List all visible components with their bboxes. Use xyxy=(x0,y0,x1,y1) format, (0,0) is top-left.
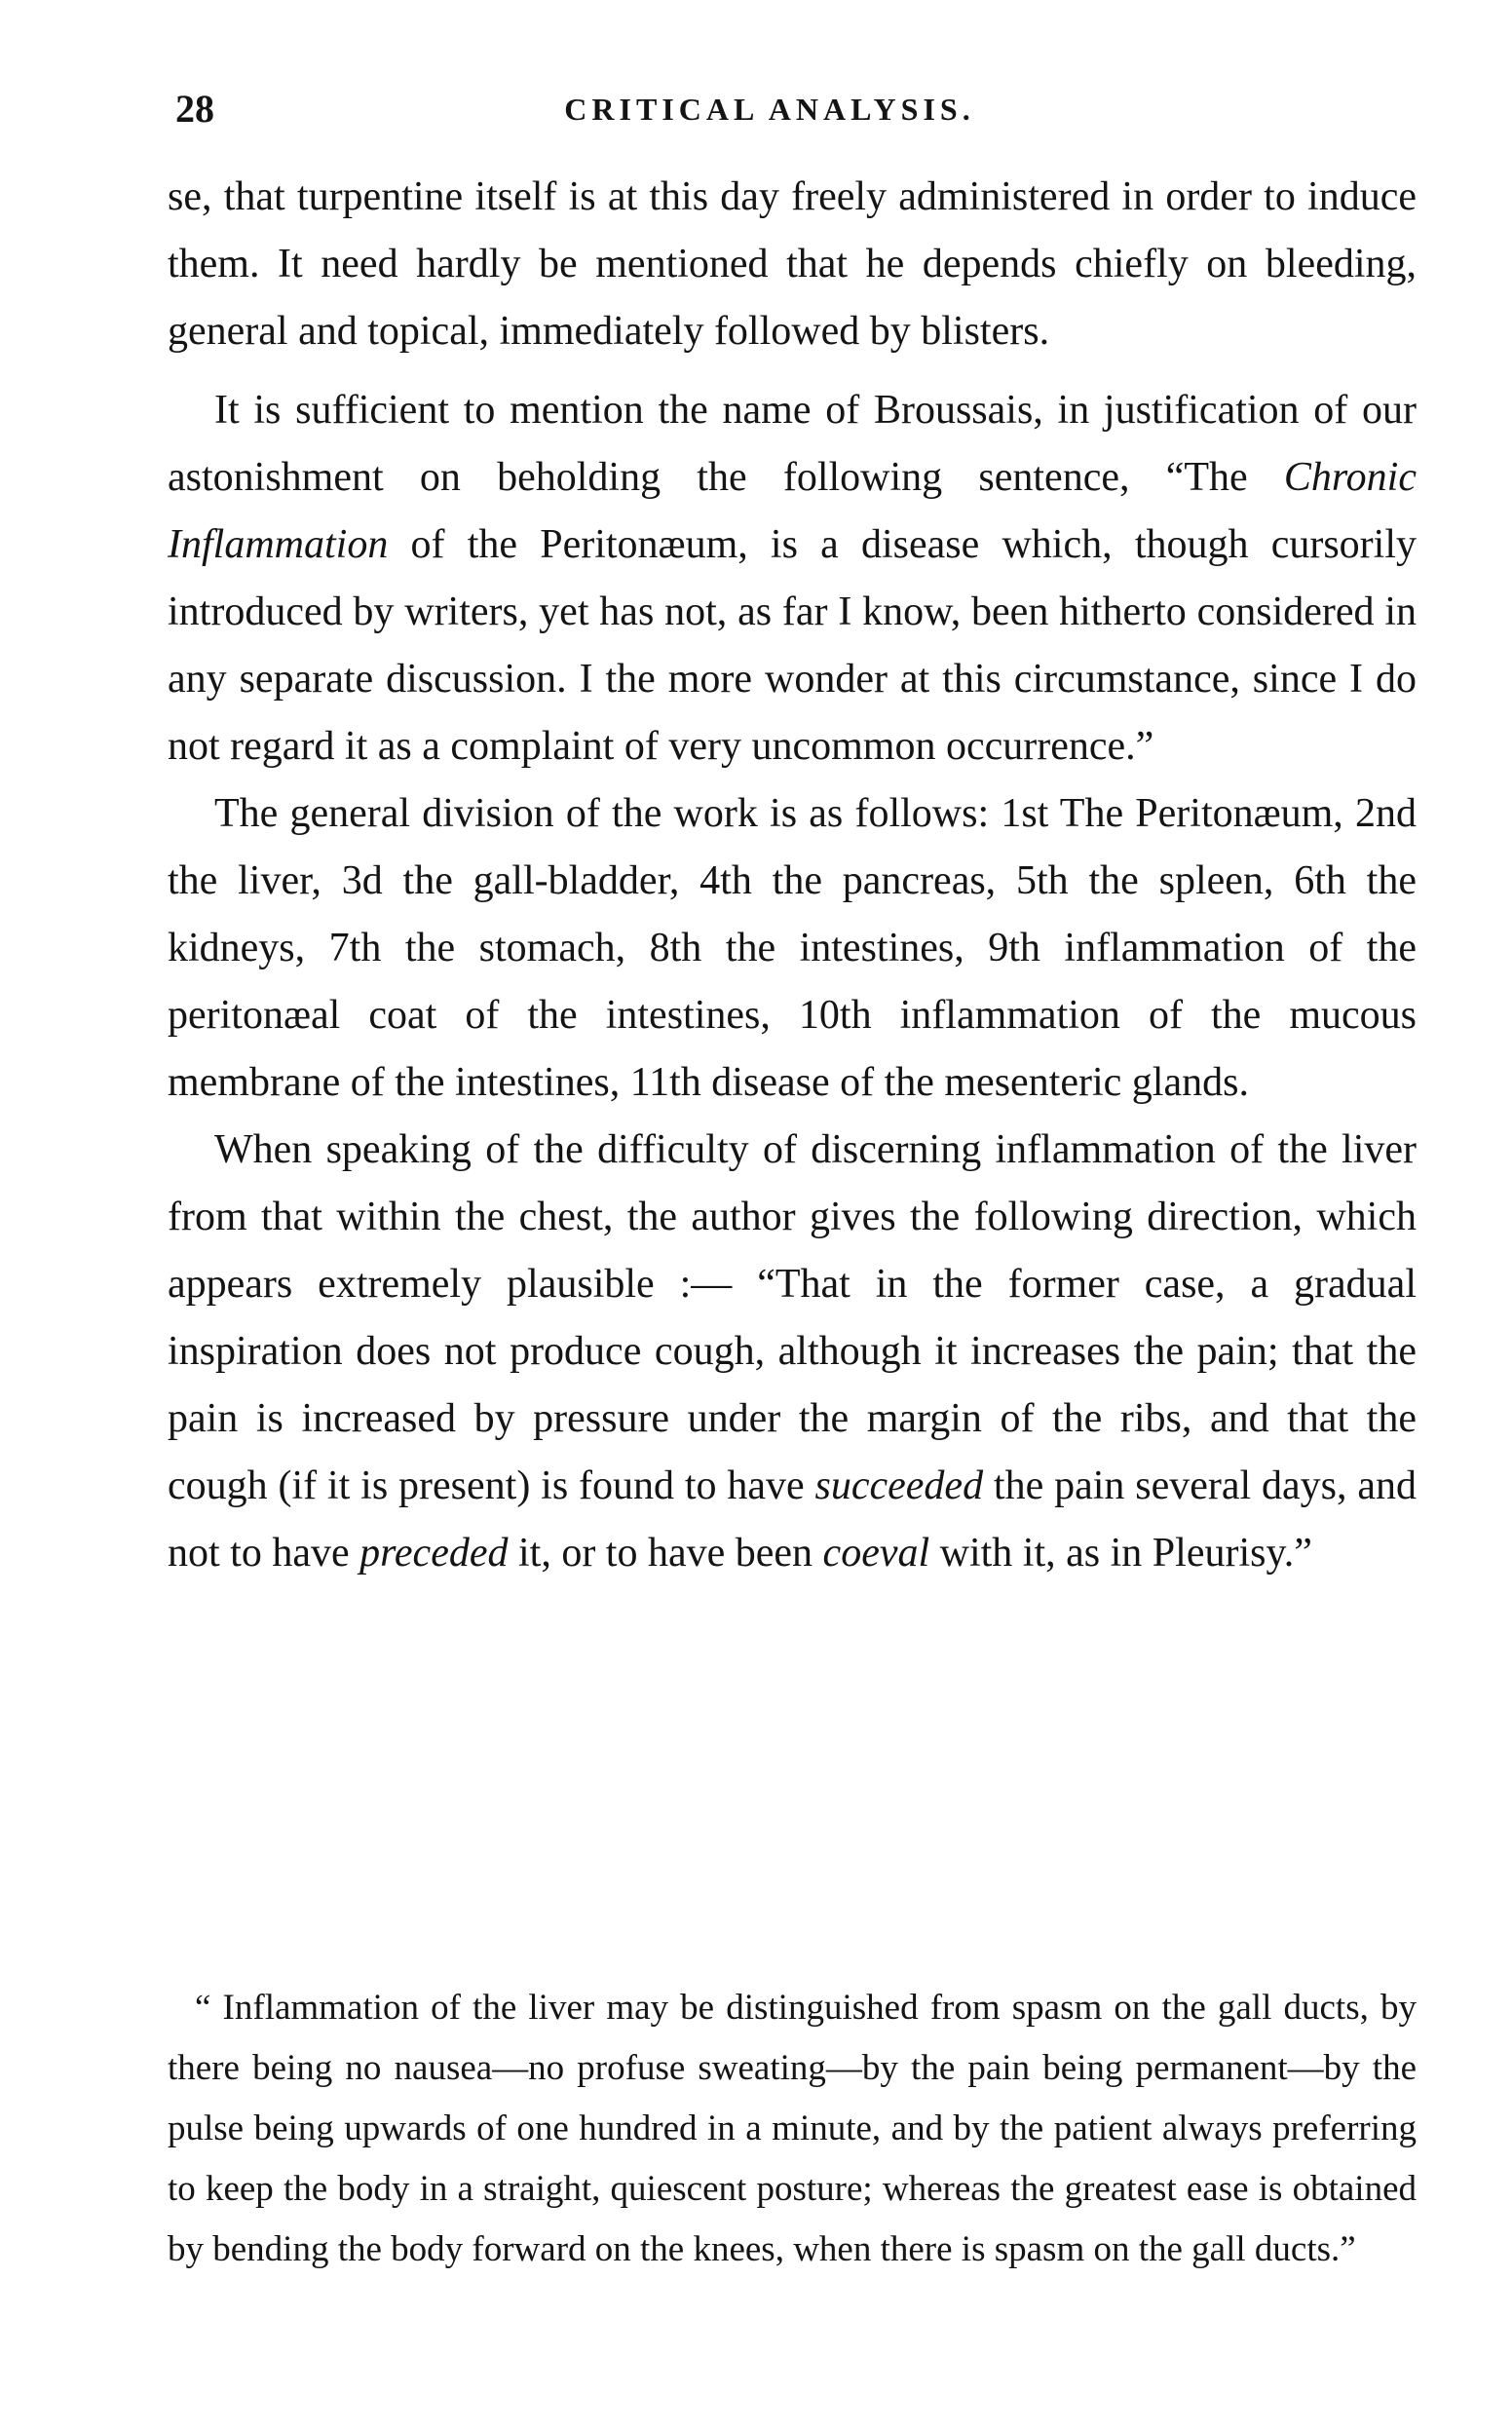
running-head: CRITICAL ANALYSIS. xyxy=(564,92,975,127)
page-number: 28 xyxy=(175,87,214,131)
paragraph xyxy=(168,1117,1417,1587)
page-header xyxy=(136,86,1403,144)
paragraph-text: When speaking of the difficulty of discerning inflammation of the liver from that within the chest, the author gives the following direction, which appears extremely plausible :— “That in the former case, a gradual inspiration does not produce cough, although it increases the pain; that the pain is increased by pressure under the margin of the ribs, and that the cough (if it is present) is found to have xyxy=(168,1127,1417,1508)
paragraph-text: It is sufficient to mention the name of Broussais, in justification of our astonishment on beholding the following sentence, “The xyxy=(168,388,1417,500)
paragraph-text: it, or to have been xyxy=(508,1531,823,1576)
italic-phrase: Chronic Inflammation xyxy=(168,455,1417,567)
paragraph xyxy=(168,377,1417,780)
italic-phrase: succeeded xyxy=(814,1463,984,1508)
paragraph-text: with it, as in Pleurisy.” xyxy=(929,1531,1312,1576)
paragraph-text: the pain several days, and not to have xyxy=(168,1463,1417,1576)
paragraph-text: The general division of the work is as follows: 1st The Peritonæum, 2nd the liver, 3d the gall-bladder, 4th the pancreas, 5th the spleen, 6th the kidneys, 7th the stomach, 8th the intestines, 9th inflammation of the peritonæal coat of the intestines, 10th inflammation of the mucous membrane of the intestines, 11th disease of the mesenteric glands. xyxy=(168,791,1417,1105)
italic-phrase: coeval xyxy=(822,1531,930,1576)
paragraph-text: se, that turpentine itself is at this day freely administered in order to induce them. It need hardly be mentioned that he depends chiefly on bleeding, general and topical, immediately followed by blisters. xyxy=(168,174,1417,354)
body-text xyxy=(168,164,1417,1587)
block-quote: “ Inflammation of the liver may be distinguished from spasm on the gall ducts, by there being no nausea—no profuse sweating—by the pain being permanent—by the pulse being upwards of one hundred in a minute, and by the patient always preferring to keep the body in a straight, quiescent posture; whereas the greatest ease is obtained by bending the body forward on the knees, when there is spasm on the gall ducts.” xyxy=(168,1988,1417,2269)
italic-phrase: preceded xyxy=(359,1531,509,1576)
paragraph-text: of the Peritonæum, is a disease which, though cursorily introduced by writers, yet has not, as far I know, been hitherto considered in any separate discussion. I the more wonder at this circumstance, since I do not regard it as a complaint of very uncommon occurrence.” xyxy=(168,522,1417,769)
paragraph xyxy=(168,164,1417,365)
paragraph xyxy=(168,780,1417,1117)
